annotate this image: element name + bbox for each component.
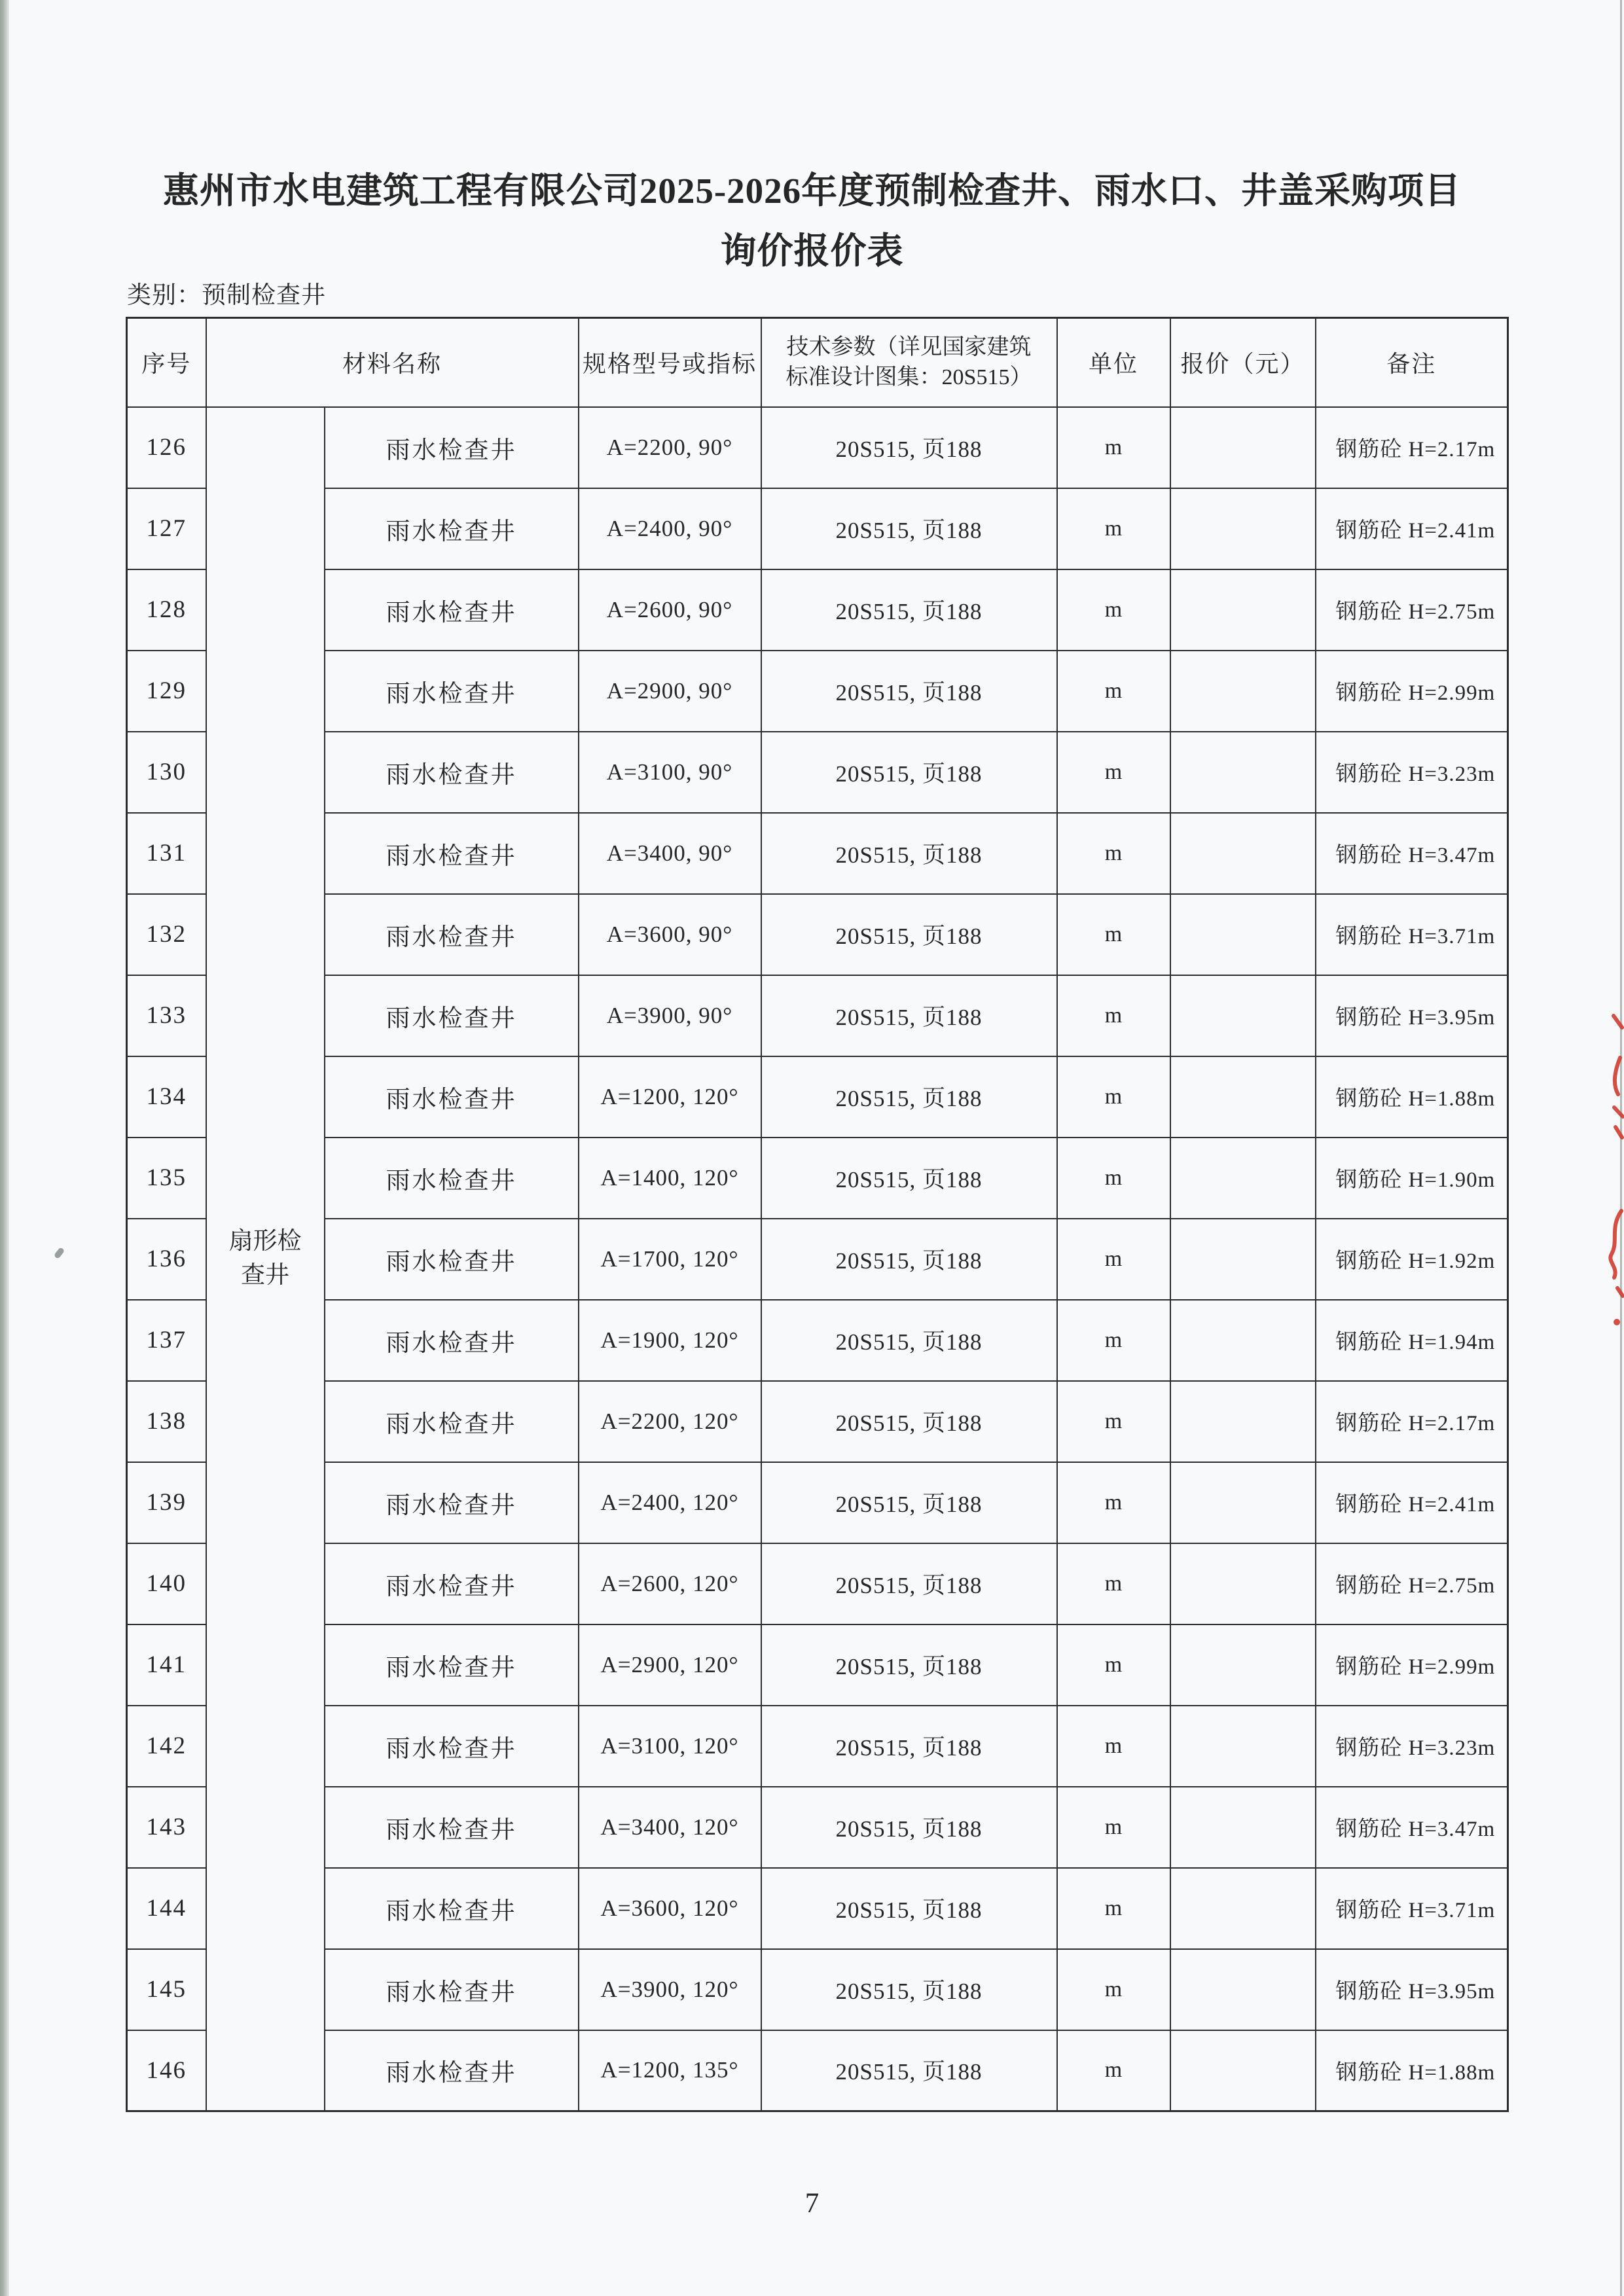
header-spec: 规格型号或指标	[579, 318, 761, 407]
cell-remark: 钢筋砼 H=3.47m	[1316, 1787, 1508, 1868]
table-row	[127, 1219, 1508, 1300]
cell-remark: 钢筋砼 H=2.17m	[1316, 407, 1508, 488]
cell-unit: m	[1057, 1868, 1170, 1949]
cell-seq: 145	[127, 1949, 206, 2030]
cell-remark: 钢筋砼 H=3.23m	[1316, 1706, 1508, 1787]
cell-seq: 136	[127, 1219, 206, 1300]
header-tech-line1: 技术参数（详见国家建筑	[786, 334, 1032, 359]
cell-tech: 20S515, 页188	[761, 1543, 1057, 1624]
table-row	[127, 1138, 1508, 1219]
cell-seq: 138	[127, 1381, 206, 1462]
cell-tech: 20S515, 页188	[761, 1300, 1057, 1381]
cell-price	[1170, 1462, 1316, 1543]
cell-spec: A=1700, 120°	[579, 1219, 761, 1300]
cell-unit: m	[1057, 2030, 1170, 2111]
table-row	[127, 1624, 1508, 1706]
cell-price	[1170, 975, 1316, 1056]
cell-material: 雨水检查井	[325, 2030, 579, 2111]
cell-material: 雨水检查井	[325, 1624, 579, 1706]
cell-material: 雨水检查井	[325, 1949, 579, 2030]
cell-price	[1170, 894, 1316, 975]
cell-price	[1170, 1706, 1316, 1787]
cell-spec: A=1200, 120°	[579, 1056, 761, 1138]
table-row	[127, 975, 1508, 1056]
cell-tech: 20S515, 页188	[761, 407, 1057, 488]
cell-remark: 钢筋砼 H=2.17m	[1316, 1381, 1508, 1462]
cell-seq: 131	[127, 813, 206, 894]
header-price: 报价（元）	[1170, 318, 1316, 407]
cell-price	[1170, 569, 1316, 651]
cell-spec: A=2200, 90°	[579, 407, 761, 488]
header-tech	[761, 318, 1057, 407]
category-value: 预制检查井	[202, 282, 326, 309]
table-row	[127, 1381, 1508, 1462]
cell-spec: A=3100, 120°	[579, 1706, 761, 1787]
page-number: 7	[804, 2188, 820, 2219]
cell-tech: 20S515, 页188	[761, 569, 1057, 651]
cell-spec: A=2600, 90°	[579, 569, 761, 651]
cell-tech: 20S515, 页188	[761, 1787, 1057, 1868]
cell-tech: 20S515, 页188	[761, 1949, 1057, 2030]
table-row	[127, 1787, 1508, 1868]
cell-seq: 139	[127, 1462, 206, 1543]
table-row	[127, 732, 1508, 813]
cell-material: 雨水检查井	[325, 1462, 579, 1543]
cell-unit: m	[1057, 569, 1170, 651]
material-group-cell: 扇形检查井	[206, 407, 325, 2111]
cell-seq: 137	[127, 1300, 206, 1381]
cell-spec: A=2900, 90°	[579, 651, 761, 732]
red-pen-marks	[1585, 995, 1624, 1342]
cell-remark: 钢筋砼 H=1.90m	[1316, 1138, 1508, 1219]
cell-tech: 20S515, 页188	[761, 1462, 1057, 1543]
cell-tech: 20S515, 页188	[761, 975, 1057, 1056]
cell-remark: 钢筋砼 H=3.95m	[1316, 1949, 1508, 2030]
cell-unit: m	[1057, 894, 1170, 975]
cell-seq: 128	[127, 569, 206, 651]
document-title	[0, 161, 1624, 281]
cell-remark: 钢筋砼 H=2.99m	[1316, 651, 1508, 732]
cell-price	[1170, 732, 1316, 813]
cell-seq: 146	[127, 2030, 206, 2111]
ink-speck	[54, 1247, 65, 1259]
cell-material: 雨水检查井	[325, 1868, 579, 1949]
cell-remark: 钢筋砼 H=1.88m	[1316, 1056, 1508, 1138]
cell-material: 雨水检查井	[325, 569, 579, 651]
cell-unit: m	[1057, 1056, 1170, 1138]
cell-remark: 钢筋砼 H=2.75m	[1316, 1543, 1508, 1624]
cell-remark: 钢筋砼 H=3.23m	[1316, 732, 1508, 813]
cell-tech: 20S515, 页188	[761, 2030, 1057, 2111]
cell-price	[1170, 1300, 1316, 1381]
cell-price	[1170, 1543, 1316, 1624]
cell-remark: 钢筋砼 H=1.88m	[1316, 2030, 1508, 2111]
cell-remark: 钢筋砼 H=3.71m	[1316, 894, 1508, 975]
cell-seq: 143	[127, 1787, 206, 1868]
cell-unit: m	[1057, 975, 1170, 1056]
cell-remark: 钢筋砼 H=3.47m	[1316, 813, 1508, 894]
cell-spec: A=2900, 120°	[579, 1624, 761, 1706]
cell-price	[1170, 1219, 1316, 1300]
cell-unit: m	[1057, 1624, 1170, 1706]
cell-price	[1170, 1624, 1316, 1706]
category-line	[127, 275, 326, 310]
cell-unit: m	[1057, 1138, 1170, 1219]
cell-tech: 20S515, 页188	[761, 1624, 1057, 1706]
cell-spec: A=2600, 120°	[579, 1543, 761, 1624]
cell-spec: A=3900, 120°	[579, 1949, 761, 2030]
cell-price	[1170, 2030, 1316, 2111]
table-row	[127, 569, 1508, 651]
table-row	[127, 2030, 1508, 2111]
cell-material: 雨水检查井	[325, 1138, 579, 1219]
cell-spec: A=1900, 120°	[579, 1300, 761, 1381]
scan-binding-edge	[0, 0, 9, 2296]
cell-seq: 126	[127, 407, 206, 488]
cell-spec: A=3600, 90°	[579, 894, 761, 975]
table-row	[127, 1300, 1508, 1381]
document-title-line2: 询价报价表	[720, 231, 904, 271]
cell-seq: 140	[127, 1543, 206, 1624]
table-body	[127, 407, 1508, 2111]
cell-remark: 钢筋砼 H=1.94m	[1316, 1300, 1508, 1381]
cell-unit: m	[1057, 1381, 1170, 1462]
cell-seq: 144	[127, 1868, 206, 1949]
cell-tech: 20S515, 页188	[761, 1868, 1057, 1949]
table-row	[127, 1543, 1508, 1624]
cell-spec: A=1200, 135°	[579, 2030, 761, 2111]
cell-tech: 20S515, 页188	[761, 1219, 1057, 1300]
table-row	[127, 894, 1508, 975]
cell-material: 雨水检查井	[325, 894, 579, 975]
document-title-line1: 惠州市水电建筑工程有限公司2025-2026年度预制检查井、雨水口、井盖采购项目	[162, 171, 1462, 211]
table-row	[127, 407, 1508, 488]
cell-unit: m	[1057, 1462, 1170, 1543]
cell-spec: A=2400, 120°	[579, 1462, 761, 1543]
cell-remark: 钢筋砼 H=2.41m	[1316, 488, 1508, 569]
cell-seq: 141	[127, 1624, 206, 1706]
cell-material: 雨水检查井	[325, 732, 579, 813]
cell-price	[1170, 1056, 1316, 1138]
cell-material: 雨水检查井	[325, 1787, 579, 1868]
cell-seq: 133	[127, 975, 206, 1056]
cell-tech: 20S515, 页188	[761, 488, 1057, 569]
cell-tech: 20S515, 页188	[761, 732, 1057, 813]
cell-price	[1170, 813, 1316, 894]
header-row	[127, 318, 1508, 407]
cell-material: 雨水检查井	[325, 488, 579, 569]
cell-remark: 钢筋砼 H=2.99m	[1316, 1624, 1508, 1706]
cell-tech: 20S515, 页188	[761, 651, 1057, 732]
cell-material: 雨水检查井	[325, 975, 579, 1056]
cell-unit: m	[1057, 651, 1170, 732]
cell-tech: 20S515, 页188	[761, 1138, 1057, 1219]
table-row	[127, 813, 1508, 894]
cell-unit: m	[1057, 732, 1170, 813]
cell-unit: m	[1057, 407, 1170, 488]
cell-material: 雨水检查井	[325, 1056, 579, 1138]
table-row	[127, 1056, 1508, 1138]
cell-unit: m	[1057, 1706, 1170, 1787]
table-row	[127, 651, 1508, 732]
cell-price	[1170, 407, 1316, 488]
cell-price	[1170, 1787, 1316, 1868]
cell-spec: A=3100, 90°	[579, 732, 761, 813]
cell-spec: A=2400, 90°	[579, 488, 761, 569]
cell-seq: 134	[127, 1056, 206, 1138]
cell-price	[1170, 488, 1316, 569]
header-remark: 备注	[1316, 318, 1508, 407]
cell-unit: m	[1057, 1787, 1170, 1868]
header-material: 材料名称	[206, 318, 579, 407]
cell-price	[1170, 1138, 1316, 1219]
cell-tech: 20S515, 页188	[761, 1056, 1057, 1138]
cell-material: 雨水检查井	[325, 813, 579, 894]
cell-unit: m	[1057, 488, 1170, 569]
table-row	[127, 1706, 1508, 1787]
cell-spec: A=3400, 120°	[579, 1787, 761, 1868]
cell-seq: 135	[127, 1138, 206, 1219]
table-row	[127, 488, 1508, 569]
cell-material: 雨水检查井	[325, 407, 579, 488]
cell-material: 雨水检查井	[325, 651, 579, 732]
cell-seq: 127	[127, 488, 206, 569]
cell-material: 雨水检查井	[325, 1543, 579, 1624]
cell-price	[1170, 1381, 1316, 1462]
cell-seq: 132	[127, 894, 206, 975]
cell-material: 雨水检查井	[325, 1706, 579, 1787]
cell-seq: 142	[127, 1706, 206, 1787]
table-row	[127, 1462, 1508, 1543]
cell-tech: 20S515, 页188	[761, 1381, 1057, 1462]
cell-tech: 20S515, 页188	[761, 1706, 1057, 1787]
cell-remark: 钢筋砼 H=2.41m	[1316, 1462, 1508, 1543]
table-row	[127, 1868, 1508, 1949]
cell-price	[1170, 651, 1316, 732]
cell-spec: A=1400, 120°	[579, 1138, 761, 1219]
header-unit: 单位	[1057, 318, 1170, 407]
cell-tech: 20S515, 页188	[761, 813, 1057, 894]
cell-tech: 20S515, 页188	[761, 894, 1057, 975]
cell-unit: m	[1057, 1543, 1170, 1624]
cell-spec: A=3900, 90°	[579, 975, 761, 1056]
cell-spec: A=3400, 90°	[579, 813, 761, 894]
cell-price	[1170, 1949, 1316, 2030]
cell-unit: m	[1057, 1949, 1170, 2030]
cell-material: 雨水检查井	[325, 1219, 579, 1300]
cell-price	[1170, 1868, 1316, 1949]
table-row	[127, 1949, 1508, 2030]
cell-seq: 130	[127, 732, 206, 813]
cell-spec: A=2200, 120°	[579, 1381, 761, 1462]
header-tech-line2: 标准设计图集：20S515）	[785, 365, 1032, 389]
category-label: 类别：	[127, 282, 202, 309]
header-seq: 序号	[127, 318, 206, 407]
cell-remark: 钢筋砼 H=1.92m	[1316, 1219, 1508, 1300]
cell-unit: m	[1057, 1219, 1170, 1300]
cell-material: 雨水检查井	[325, 1381, 579, 1462]
cell-unit: m	[1057, 813, 1170, 894]
cell-remark: 钢筋砼 H=2.75m	[1316, 569, 1508, 651]
cell-remark: 钢筋砼 H=3.95m	[1316, 975, 1508, 1056]
cell-unit: m	[1057, 1300, 1170, 1381]
cell-spec: A=3600, 120°	[579, 1868, 761, 1949]
cell-seq: 129	[127, 651, 206, 732]
quotation-table	[126, 317, 1509, 2112]
cell-remark: 钢筋砼 H=3.71m	[1316, 1868, 1508, 1949]
cell-material: 雨水检查井	[325, 1300, 579, 1381]
